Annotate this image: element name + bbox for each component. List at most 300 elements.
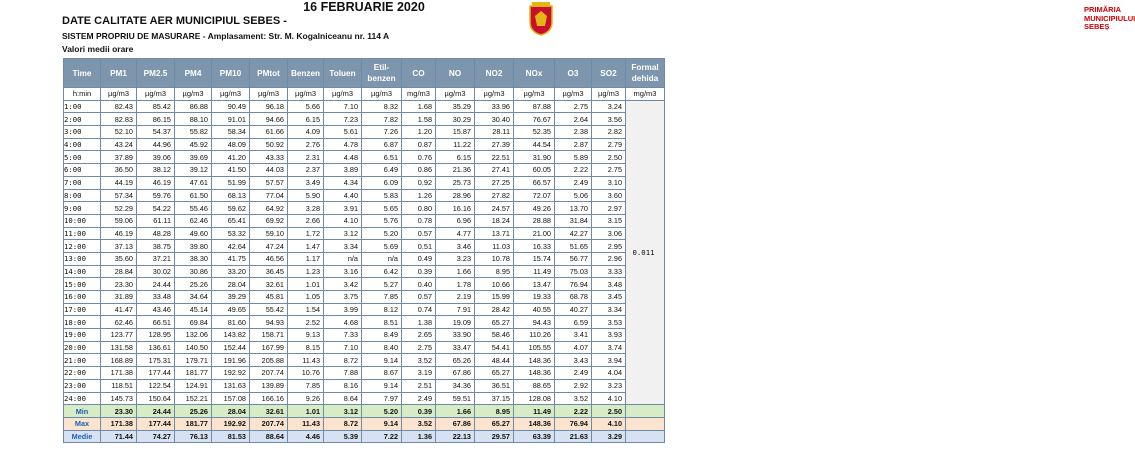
value-cell: 19.09 (436, 316, 475, 329)
stat-value: 4.10 (592, 417, 626, 430)
value-cell: 3.45 (592, 291, 626, 304)
value-cell: 2.65 (402, 329, 436, 342)
unit-cell: h:min (64, 88, 101, 101)
value-cell: 77.04 (250, 189, 288, 202)
stat-empty-cell (626, 405, 665, 418)
unit-cell: µg/m3 (101, 88, 137, 101)
value-cell: 2.97 (592, 202, 626, 215)
value-cell: 0.74 (402, 303, 436, 316)
value-cell: 3.52 (402, 354, 436, 367)
value-cell: 0.80 (402, 202, 436, 215)
value-cell: 66.51 (137, 316, 175, 329)
value-cell: 37.13 (101, 240, 137, 253)
value-cell: 5.69 (362, 240, 402, 253)
report-title: DATE CALITATE AER MUNICIPIUL SEBES - (62, 15, 287, 27)
logo-line-1: PRIMĂRIA (1084, 5, 1122, 14)
stat-value: 11.43 (288, 417, 324, 430)
value-cell: 2.87 (555, 138, 592, 151)
value-cell: 1.47 (288, 240, 324, 253)
value-cell: 28.42 (475, 303, 514, 316)
value-cell: n/a (362, 252, 402, 265)
value-cell: 7.26 (362, 126, 402, 139)
value-cell: 54.37 (137, 126, 175, 139)
value-cell: 27.39 (475, 138, 514, 151)
value-cell: 2.75 (555, 100, 592, 113)
value-cell: 33.47 (436, 341, 475, 354)
value-cell: 88.10 (175, 113, 212, 126)
column-header: Time (64, 59, 101, 88)
value-cell: 45.81 (250, 291, 288, 304)
value-cell: 0.57 (402, 291, 436, 304)
stat-value: 74.27 (137, 430, 175, 443)
value-cell: 35.29 (436, 100, 475, 113)
column-header: PM4 (175, 59, 212, 88)
value-cell: 35.60 (101, 252, 137, 265)
stat-value: 8.72 (324, 417, 362, 430)
time-cell: 5:00 (64, 151, 101, 164)
value-cell: 37.15 (475, 392, 514, 405)
time-cell: 6:00 (64, 164, 101, 177)
value-cell: 9.26 (288, 392, 324, 405)
value-cell: 3.34 (592, 303, 626, 316)
value-cell: 110.26 (514, 329, 555, 342)
table-row (64, 164, 665, 177)
value-cell: 7.85 (288, 379, 324, 392)
table-row (64, 379, 665, 392)
value-cell: 2.31 (288, 151, 324, 164)
value-cell: 33.48 (137, 291, 175, 304)
value-cell: 3.34 (324, 240, 362, 253)
value-cell: 6.59 (555, 316, 592, 329)
value-cell: 27.25 (475, 176, 514, 189)
value-cell: 1.68 (402, 100, 436, 113)
column-header: NO (436, 59, 475, 88)
value-cell: 11.43 (288, 354, 324, 367)
value-cell: 10.76 (288, 367, 324, 380)
stat-row-max (64, 417, 665, 430)
unit-cell: µg/m3 (514, 88, 555, 101)
unit-cell: µg/m3 (212, 88, 250, 101)
value-cell: 2.37 (288, 164, 324, 177)
value-cell: 54.22 (137, 202, 175, 215)
value-cell: 30.40 (475, 113, 514, 126)
value-cell: 7.10 (324, 341, 362, 354)
time-cell: 24:00 (64, 392, 101, 405)
value-cell: 72.07 (514, 189, 555, 202)
value-cell: 57.57 (250, 176, 288, 189)
value-cell: 65.26 (436, 354, 475, 367)
value-cell: 75.03 (555, 265, 592, 278)
value-cell: 8.67 (362, 367, 402, 380)
value-cell: 2.75 (592, 164, 626, 177)
value-cell: 2.64 (555, 113, 592, 126)
value-cell: 82.83 (101, 113, 137, 126)
value-cell: 7.23 (324, 113, 362, 126)
value-cell: 3.19 (402, 367, 436, 380)
stat-value: 5.20 (362, 405, 402, 418)
value-cell: 192.92 (212, 367, 250, 380)
time-cell: 21:00 (64, 354, 101, 367)
stat-value: 11.49 (514, 405, 555, 418)
table-row (64, 265, 665, 278)
table-row (64, 113, 665, 126)
value-cell: 3.06 (592, 227, 626, 240)
value-cell: 41.75 (212, 252, 250, 265)
stat-value: 65.27 (475, 417, 514, 430)
value-cell: 42.27 (555, 227, 592, 240)
stat-value: 24.44 (137, 405, 175, 418)
value-cell: 2.82 (592, 126, 626, 139)
value-cell: 13.70 (555, 202, 592, 215)
stat-value: 76.94 (555, 417, 592, 430)
value-cell: 16.33 (514, 240, 555, 253)
value-cell: 8.95 (475, 265, 514, 278)
value-cell: 0.57 (402, 227, 436, 240)
value-cell: 86.15 (137, 113, 175, 126)
value-cell: 3.99 (324, 303, 362, 316)
stat-value: 23.30 (101, 405, 137, 418)
value-cell: 52.35 (514, 126, 555, 139)
value-cell: 5.66 (288, 100, 324, 113)
value-cell: 131.63 (212, 379, 250, 392)
value-cell: 40.27 (555, 303, 592, 316)
value-cell: 69.84 (175, 316, 212, 329)
table-row (64, 189, 665, 202)
table-row (64, 126, 665, 139)
value-cell: 28.96 (436, 189, 475, 202)
value-cell: 30.02 (137, 265, 175, 278)
value-cell: 49.60 (175, 227, 212, 240)
value-cell: 166.16 (250, 392, 288, 405)
value-cell: 24.57 (475, 202, 514, 215)
value-cell: 68.13 (212, 189, 250, 202)
value-cell: 50.92 (250, 138, 288, 151)
value-cell: 39.69 (175, 151, 212, 164)
value-cell: 2.52 (288, 316, 324, 329)
value-cell: 3.52 (555, 392, 592, 405)
stat-empty-cell (626, 430, 665, 443)
value-cell: 38.12 (137, 164, 175, 177)
value-cell: 4.48 (324, 151, 362, 164)
value-cell: 91.01 (212, 113, 250, 126)
value-cell: 5.76 (362, 214, 402, 227)
stat-value: 3.52 (402, 417, 436, 430)
value-cell: 2.22 (555, 164, 592, 177)
value-cell: 1.05 (288, 291, 324, 304)
value-cell: 8.49 (362, 329, 402, 342)
stat-value: 0.39 (402, 405, 436, 418)
stat-value: 192.92 (212, 417, 250, 430)
value-cell: 61.66 (250, 126, 288, 139)
value-cell: 42.64 (212, 240, 250, 253)
value-cell: 59.51 (436, 392, 475, 405)
value-cell: 27.41 (475, 164, 514, 177)
value-cell: 1.66 (436, 265, 475, 278)
value-cell: 118.51 (101, 379, 137, 392)
value-cell: 47.24 (250, 240, 288, 253)
value-cell: 3.49 (288, 176, 324, 189)
stat-value: 181.77 (175, 417, 212, 430)
time-cell: 16:00 (64, 291, 101, 304)
value-cell: 8.40 (362, 341, 402, 354)
value-cell: 2.76 (288, 138, 324, 151)
value-cell: 5.65 (362, 202, 402, 215)
value-cell: 0.40 (402, 278, 436, 291)
value-cell: 5.06 (555, 189, 592, 202)
value-cell: 85.42 (137, 100, 175, 113)
value-cell: 68.78 (555, 291, 592, 304)
table-row (64, 252, 665, 265)
value-cell: 1.26 (402, 189, 436, 202)
value-cell: 59.10 (250, 227, 288, 240)
value-cell: 61.11 (137, 214, 175, 227)
unit-cell: µg/m3 (592, 88, 626, 101)
table-row (64, 392, 665, 405)
value-cell: 9.13 (288, 329, 324, 342)
value-cell: 21.36 (436, 164, 475, 177)
air-quality-table (63, 58, 665, 443)
value-cell: 6.09 (362, 176, 402, 189)
time-cell: 17:00 (64, 303, 101, 316)
table-row (64, 176, 665, 189)
value-cell: 136.61 (137, 341, 175, 354)
stat-row-min (64, 405, 665, 418)
time-cell: 13:00 (64, 252, 101, 265)
value-cell: 4.68 (324, 316, 362, 329)
value-cell: 2.49 (402, 392, 436, 405)
value-cell: 7.88 (324, 367, 362, 380)
value-cell: 7.82 (362, 113, 402, 126)
value-cell: 1.17 (288, 252, 324, 265)
value-cell: 36.45 (250, 265, 288, 278)
stat-value: 2.22 (555, 405, 592, 418)
stat-value: 21.63 (555, 430, 592, 443)
units-row (64, 88, 665, 101)
value-cell: 55.82 (175, 126, 212, 139)
time-cell: 15:00 (64, 278, 101, 291)
table-row (64, 291, 665, 304)
table-row (64, 341, 665, 354)
value-cell: 11.03 (475, 240, 514, 253)
value-cell: 3.94 (592, 354, 626, 367)
stat-value: 1.01 (288, 405, 324, 418)
value-cell: 4.10 (592, 392, 626, 405)
value-cell: 10.78 (475, 252, 514, 265)
value-cell: 25.73 (436, 176, 475, 189)
value-cell: 58.34 (212, 126, 250, 139)
value-cell: 6.49 (362, 164, 402, 177)
time-cell: 2:00 (64, 113, 101, 126)
value-cell: 8.51 (362, 316, 402, 329)
value-cell: 3.48 (592, 278, 626, 291)
value-cell: 41.47 (101, 303, 137, 316)
value-cell: 53.32 (212, 227, 250, 240)
stat-value: 28.04 (212, 405, 250, 418)
value-cell: 9.14 (362, 354, 402, 367)
value-cell: 62.46 (175, 214, 212, 227)
value-cell: 13.47 (514, 278, 555, 291)
table-row (64, 367, 665, 380)
value-cell: 6.15 (288, 113, 324, 126)
value-cell: 5.20 (362, 227, 402, 240)
value-cell: 25.26 (175, 278, 212, 291)
unit-cell: µg/m3 (555, 88, 592, 101)
value-cell: 4.78 (324, 138, 362, 151)
value-cell: 34.36 (436, 379, 475, 392)
value-cell: 37.21 (137, 252, 175, 265)
table-row (64, 303, 665, 316)
value-cell: 7.97 (362, 392, 402, 405)
value-cell: 2.51 (402, 379, 436, 392)
value-cell: 94.43 (514, 316, 555, 329)
value-cell: 148.36 (514, 367, 555, 380)
stat-value: 32.61 (250, 405, 288, 418)
table-row (64, 227, 665, 240)
column-header: Etil-benzen (362, 59, 402, 88)
value-cell: 191.96 (212, 354, 250, 367)
value-cell: 32.61 (250, 278, 288, 291)
value-cell: 4.77 (436, 227, 475, 240)
stat-value: 63.39 (514, 430, 555, 443)
value-cell: 59.06 (101, 214, 137, 227)
value-cell: 3.15 (592, 214, 626, 227)
value-cell: 27.82 (475, 189, 514, 202)
value-cell: 43.33 (250, 151, 288, 164)
value-cell: 37.89 (101, 151, 137, 164)
value-cell: 148.36 (514, 354, 555, 367)
value-cell: 105.55 (514, 341, 555, 354)
stat-value: 71.44 (101, 430, 137, 443)
value-cell: 41.20 (212, 151, 250, 164)
stat-value: 1.66 (436, 405, 475, 418)
value-cell: 61.50 (175, 189, 212, 202)
time-cell: 18:00 (64, 316, 101, 329)
value-cell: 36.50 (101, 164, 137, 177)
value-cell: 3.43 (555, 354, 592, 367)
value-cell: 8.72 (324, 354, 362, 367)
value-cell: 152.44 (212, 341, 250, 354)
value-cell: 167.99 (250, 341, 288, 354)
value-cell: 3.91 (324, 202, 362, 215)
value-cell: 3.16 (324, 265, 362, 278)
value-cell: 48.09 (212, 138, 250, 151)
table-row (64, 278, 665, 291)
value-cell: 5.90 (288, 189, 324, 202)
stat-value: 1.36 (402, 430, 436, 443)
value-cell: 3.53 (592, 316, 626, 329)
value-cell: 94.93 (250, 316, 288, 329)
value-cell: 31.89 (101, 291, 137, 304)
stat-value: 29.57 (475, 430, 514, 443)
value-cell: 5.89 (555, 151, 592, 164)
table-row (64, 138, 665, 151)
value-cell: 207.74 (250, 367, 288, 380)
time-cell: 11:00 (64, 227, 101, 240)
value-cell: 16.16 (436, 202, 475, 215)
value-cell: 76.94 (555, 278, 592, 291)
value-cell: 150.64 (137, 392, 175, 405)
value-cell: 2.92 (555, 379, 592, 392)
value-cell: 11.49 (514, 265, 555, 278)
value-cell: 49.26 (514, 202, 555, 215)
stat-value: 3.12 (324, 405, 362, 418)
value-cell: 57.34 (101, 189, 137, 202)
stat-value: 88.64 (250, 430, 288, 443)
column-header: Formal dehida (626, 59, 665, 88)
value-cell: 10.66 (475, 278, 514, 291)
stat-value: 4.46 (288, 430, 324, 443)
header-row (64, 59, 665, 88)
stat-value: 25.26 (175, 405, 212, 418)
time-cell: 20:00 (64, 341, 101, 354)
value-cell: 4.07 (555, 341, 592, 354)
value-cell: 2.49 (555, 367, 592, 380)
city-logo (528, 0, 1135, 40)
value-cell: 76.67 (514, 113, 555, 126)
stat-value: 207.74 (250, 417, 288, 430)
value-cell: 9.14 (362, 379, 402, 392)
value-cell: 168.89 (101, 354, 137, 367)
value-cell: 2.79 (592, 138, 626, 151)
value-cell: 139.89 (250, 379, 288, 392)
value-cell: 131.58 (101, 341, 137, 354)
value-cell: 8.32 (362, 100, 402, 113)
value-cell: 0.49 (402, 252, 436, 265)
column-header: PM2.5 (137, 59, 175, 88)
value-cell: 3.60 (592, 189, 626, 202)
value-cell: 6.87 (362, 138, 402, 151)
value-cell: 171.38 (101, 367, 137, 380)
value-cell: 8.64 (324, 392, 362, 405)
value-cell: 15.99 (475, 291, 514, 304)
value-cell: 124.91 (175, 379, 212, 392)
value-cell: 34.64 (175, 291, 212, 304)
value-cell: 0.86 (402, 164, 436, 177)
unit-cell: mg/m3 (626, 88, 665, 101)
table-row (64, 316, 665, 329)
value-cell: 15.87 (436, 126, 475, 139)
value-cell: 33.20 (212, 265, 250, 278)
value-cell: 39.12 (175, 164, 212, 177)
value-cell: 44.96 (137, 138, 175, 151)
value-cell: 82.43 (101, 100, 137, 113)
table-row (64, 329, 665, 342)
stat-value: 177.44 (137, 417, 175, 430)
value-cell: 44.54 (514, 138, 555, 151)
value-cell: 30.86 (175, 265, 212, 278)
value-cell: 2.66 (288, 214, 324, 227)
stat-row-med (64, 430, 665, 443)
value-cell: 3.33 (592, 265, 626, 278)
stat-value: 76.13 (175, 430, 212, 443)
unit-cell: µg/m3 (250, 88, 288, 101)
value-cell: 2.49 (555, 176, 592, 189)
stat-value: 7.22 (362, 430, 402, 443)
stat-value: 148.36 (514, 417, 555, 430)
value-cell: 51.65 (555, 240, 592, 253)
value-cell: 3.93 (592, 329, 626, 342)
value-cell: 64.92 (250, 202, 288, 215)
value-cell: 152.21 (175, 392, 212, 405)
value-cell: 8.15 (288, 341, 324, 354)
value-cell: 51.99 (212, 176, 250, 189)
value-cell: 24.44 (137, 278, 175, 291)
value-cell: 65.41 (212, 214, 250, 227)
value-cell: 28.04 (212, 278, 250, 291)
value-cell: 65.27 (475, 316, 514, 329)
value-cell: 0.76 (402, 151, 436, 164)
value-cell: 59.62 (212, 202, 250, 215)
